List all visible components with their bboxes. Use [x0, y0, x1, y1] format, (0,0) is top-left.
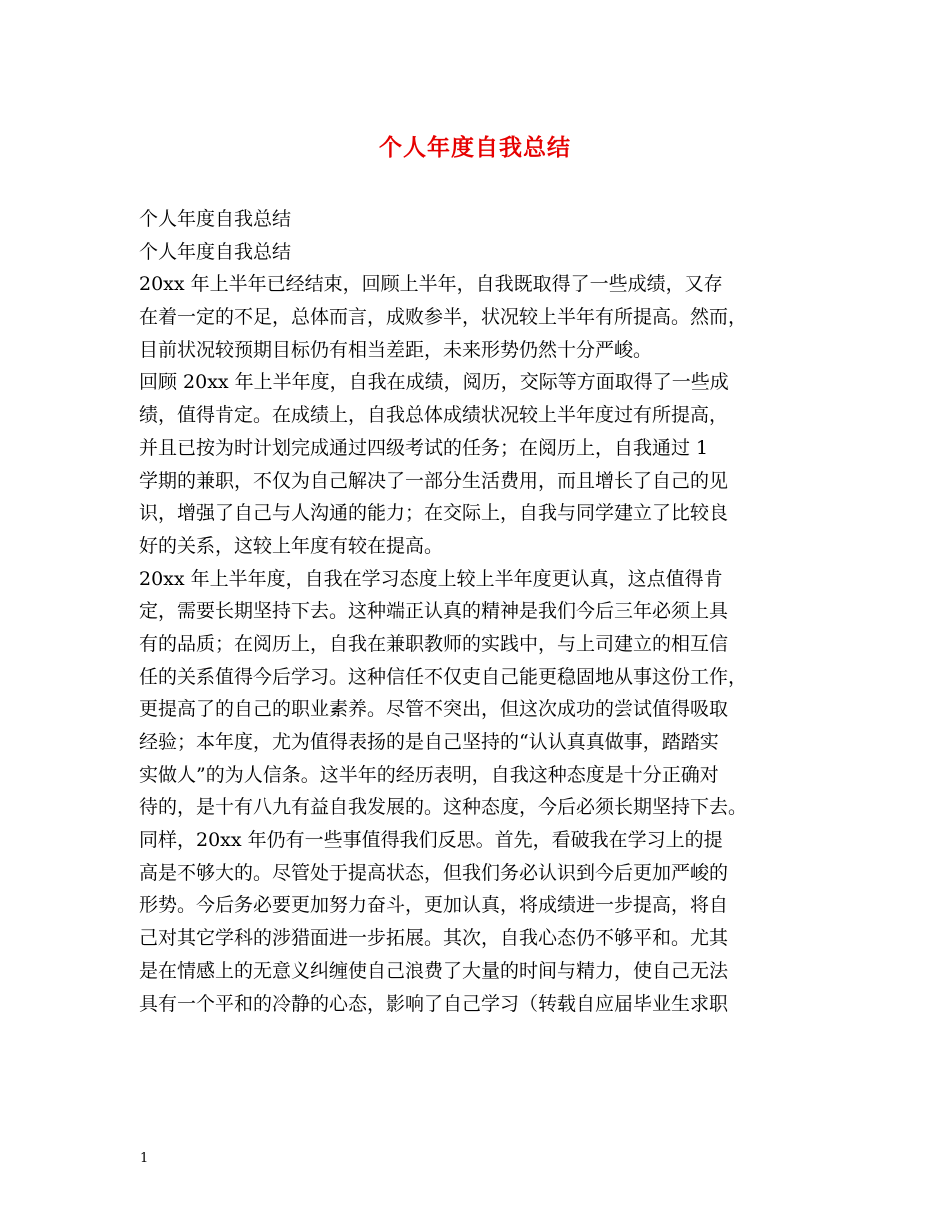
document-title: 个人年度自我总结: [379, 134, 571, 161]
text-line: 经验；本年度，尤为值得表扬的是自己坚持的“认认真真做事，踏踏实: [139, 731, 719, 753]
text-line: 待的，是十有八九有益自我发展的。这种态度，今后必须长期坚持下去。: [139, 796, 748, 819]
document-body: [139, 203, 829, 1020]
text-line: 是在情感上的无意义纠缠使自己浪费了大量的时间与精力，使自己无法: [139, 959, 729, 982]
text-line: 高是不够大的。尽管处于提高状态，但我们务必认识到今后更加严峻的: [139, 861, 729, 884]
text-line: 更提高了的自己的职业素养。尽管不突出，但这次成功的尝试值得吸取: [139, 698, 729, 721]
text-line: 同样，20xx 年仍有一些事值得我们反思。首先，看破我在学习上的提: [139, 829, 723, 852]
text-line: 在着一定的不足，总体而言，成败参半，状况较上半年有所提高。然而，: [139, 306, 748, 329]
text-line: 20xx 年上半年已经结束，回顾上半年，自我既取得了一些成绩，又存: [139, 273, 723, 296]
text-line: 己对其它学科的涉猎面进一步拓展。其次，自我心态仍不够平和。尤其: [139, 927, 729, 950]
text-line: 有的品质；在阅历上，自我在兼职教师的实践中，与上司建立的相互信: [139, 632, 729, 655]
text-line: 并且已按为时计划完成通过四级考试的任务；在阅历上，自我通过 1: [139, 436, 709, 459]
text-line: 个人年度自我总结: [139, 240, 292, 263]
text-line: 目前状况较预期目标仍有相当差距，未来形势仍然十分严峻。: [139, 338, 653, 361]
text-line: 20xx 年上半年度，自我在学习态度上较上半年度更认真，这点值得肯: [139, 567, 723, 590]
text-line: 个人年度自我总结: [139, 208, 292, 230]
text-line: 任的关系值得今后学习。这种信任不仅吏自己能更稳固地从事这份工作，: [139, 665, 748, 688]
text-line: 具有一个平和的冷静的心态，影响了自己学习（转载自应届毕业生求职: [139, 992, 729, 1015]
text-line: 学期的兼职，不仅为自己解决了一部分生活费用，而且增长了自己的见: [139, 469, 729, 492]
text-line: 识，增强了自己与人沟通的能力；在交际上，自我与同学建立了比较良: [139, 502, 729, 525]
text-line: 形势。今后务必要更加努力奋斗，更加认真，将成绩进一步提高，将自: [139, 894, 729, 917]
text-line: 回顾 20xx 年上半年度，自我在成绩，阅历，交际等方面取得了一些成: [139, 371, 729, 394]
text-line: 实做人”的为人信条。这半年的经历表明，自我这种态度是十分正确对: [139, 763, 719, 786]
text-line: 绩，值得肯定。在成绩上，自我总体成绩状况较上半年度过有所提高，: [139, 404, 729, 427]
text-line: 定，需要长期坚持下去。这种端正认真的精神是我们今后三年必须上具: [139, 600, 729, 623]
page-number: 1: [140, 1151, 149, 1166]
text-line: 好的关系，这较上年度有较在提高。: [139, 534, 444, 557]
